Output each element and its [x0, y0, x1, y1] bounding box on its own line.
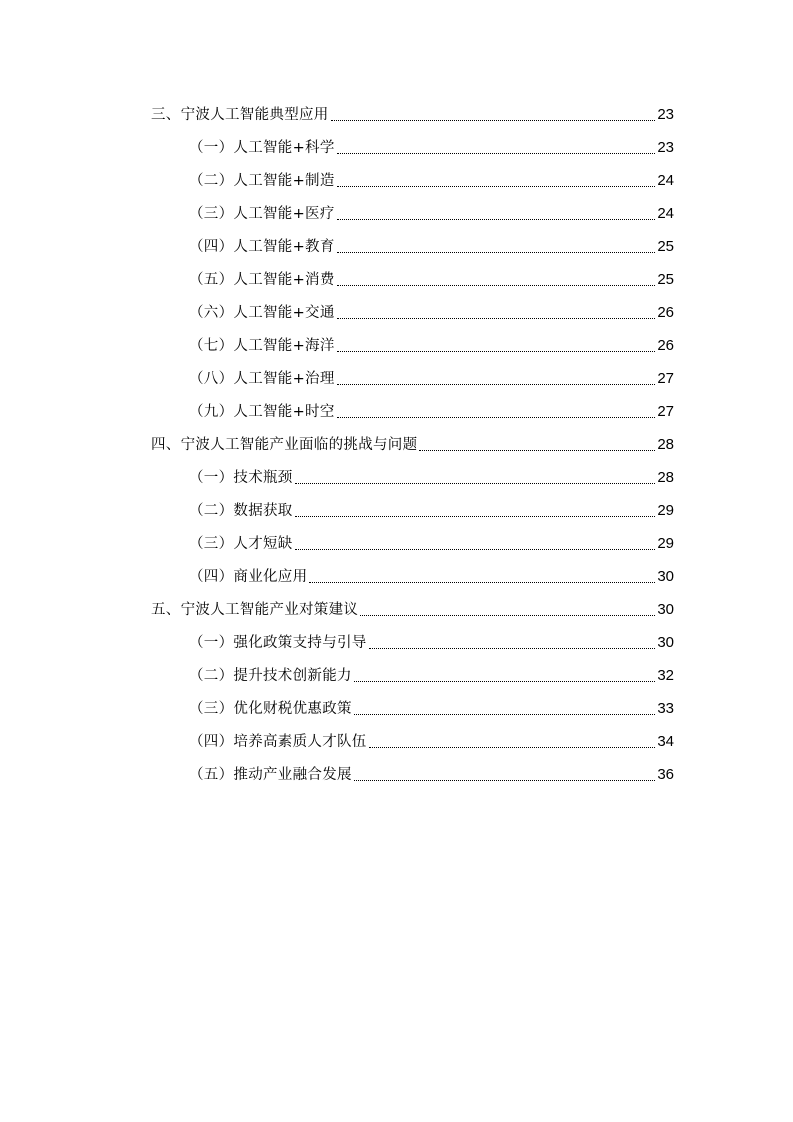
toc-dot-leader: [337, 402, 656, 422]
toc-page-number: 28: [657, 469, 674, 486]
toc-entry-title: 五、宁波人工智能产业对策建议: [151, 602, 359, 618]
toc-dot-leader: [354, 765, 656, 785]
toc-page-number: 28: [657, 436, 674, 453]
toc-dot-leader: [337, 303, 656, 323]
toc-page-number: 29: [657, 535, 674, 552]
toc-entry-3-4[interactable]: [151, 224, 674, 257]
toc-page-number: 30: [657, 601, 674, 618]
toc-entry-title: （二）提升技术创新能力: [189, 668, 352, 684]
toc-entry-5-4[interactable]: [151, 719, 674, 752]
toc-entry-5-1[interactable]: [151, 620, 674, 653]
toc-page-number: 24: [657, 205, 674, 222]
toc-dot-leader: [419, 435, 655, 455]
toc-entry-3-8[interactable]: [151, 356, 674, 389]
toc-entry-3-3[interactable]: [151, 191, 674, 224]
toc-entry-5-2[interactable]: [151, 653, 674, 686]
toc-dot-leader: [369, 633, 656, 653]
toc-dot-leader: [354, 666, 656, 686]
toc-entry-title: （四）商业化应用: [189, 569, 308, 585]
toc-entry-section-3[interactable]: [151, 92, 674, 125]
toc-dot-leader: [337, 369, 656, 389]
toc-entry-title: （四）培养高素质人才队伍: [189, 734, 367, 750]
toc-entry-title: （二）数据获取: [189, 503, 293, 519]
toc-entry-title: （九）人工智能+时空: [189, 404, 335, 420]
toc-entry-title: （七）人工智能+海洋: [189, 338, 335, 354]
toc-entry-4-4[interactable]: [151, 554, 674, 587]
toc-page-number: 26: [657, 304, 674, 321]
toc-dot-leader: [295, 501, 656, 521]
toc-entry-title: （三）优化财税优惠政策: [189, 701, 352, 717]
toc-entry-title: （四）人工智能+教育: [189, 239, 335, 255]
toc-entry-title: （三）人工智能+医疗: [189, 206, 335, 222]
toc-dot-leader: [295, 468, 656, 488]
toc-dot-leader: [337, 270, 656, 290]
toc-dot-leader: [295, 534, 656, 554]
toc-dot-leader: [354, 699, 656, 719]
toc-entry-section-5[interactable]: [151, 587, 674, 620]
toc-page-number: 23: [657, 106, 674, 123]
toc-dot-leader: [309, 567, 655, 587]
toc-dot-leader: [337, 336, 656, 356]
toc-page-number: 32: [657, 667, 674, 684]
toc-entry-4-1[interactable]: [151, 455, 674, 488]
toc-entry-title: （八）人工智能+治理: [189, 371, 335, 387]
toc-dot-leader: [331, 105, 656, 125]
toc-dot-leader: [337, 171, 656, 191]
toc-entry-title: （三）人才短缺: [189, 536, 293, 552]
toc-entry-3-7[interactable]: [151, 323, 674, 356]
toc-page-number: 27: [657, 403, 674, 420]
toc-page-number: 25: [657, 238, 674, 255]
toc-page-number: 29: [657, 502, 674, 519]
toc-entry-title: （五）推动产业融合发展: [189, 767, 352, 783]
toc-page-number: 30: [657, 634, 674, 651]
toc-entry-title: （五）人工智能+消费: [189, 272, 335, 288]
toc-page-number: 24: [657, 172, 674, 189]
toc-entry-title: （二）人工智能+制造: [189, 173, 335, 189]
toc-entry-3-5[interactable]: [151, 257, 674, 290]
toc-dot-leader: [337, 237, 656, 257]
toc-entry-3-2[interactable]: [151, 158, 674, 191]
toc-entry-section-4[interactable]: [151, 422, 674, 455]
toc-page-number: 30: [657, 568, 674, 585]
toc-dot-leader: [369, 732, 656, 752]
toc-entry-title: 三、宁波人工智能典型应用: [151, 107, 329, 123]
toc-page-number: 36: [657, 766, 674, 783]
toc-entry-3-6[interactable]: [151, 290, 674, 323]
toc-dot-leader: [337, 204, 656, 224]
toc-entry-title: （一）技术瓶颈: [189, 470, 293, 486]
table-of-contents: [151, 92, 674, 785]
toc-entry-4-2[interactable]: [151, 488, 674, 521]
toc-dot-leader: [337, 138, 656, 158]
toc-entry-5-5[interactable]: [151, 752, 674, 785]
toc-page-number: 27: [657, 370, 674, 387]
toc-entry-3-1[interactable]: [151, 125, 674, 158]
toc-entry-title: （一）强化政策支持与引导: [189, 635, 367, 651]
toc-dot-leader: [360, 600, 655, 620]
toc-page-number: 34: [657, 733, 674, 750]
toc-entry-title: （六）人工智能+交通: [189, 305, 335, 321]
toc-entry-3-9[interactable]: [151, 389, 674, 422]
toc-entry-4-3[interactable]: [151, 521, 674, 554]
toc-page-number: 26: [657, 337, 674, 354]
toc-entry-title: （一）人工智能+科学: [189, 140, 335, 156]
toc-page-number: 25: [657, 271, 674, 288]
toc-page-number: 33: [657, 700, 674, 717]
toc-entry-5-3[interactable]: [151, 686, 674, 719]
toc-entry-title: 四、宁波人工智能产业面临的挑战与问题: [151, 437, 418, 453]
toc-page-number: 23: [657, 139, 674, 156]
